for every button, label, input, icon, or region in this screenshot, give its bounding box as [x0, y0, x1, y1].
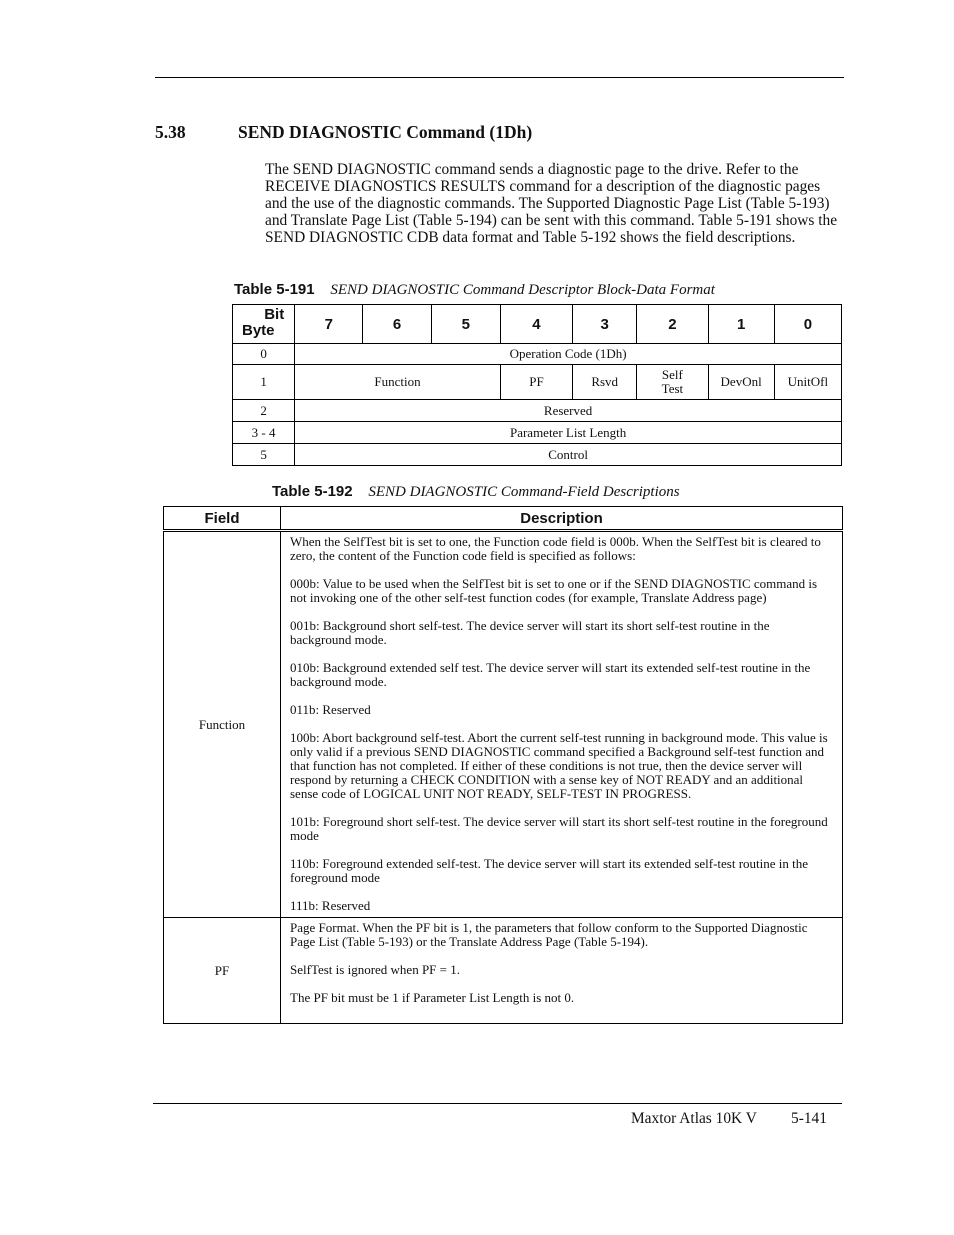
description-paragraph: Page Format. When the PF bit is 1, the parameters that follow conform to the Supported Diagnostic Page List (Table 5-193) or the Translate Address Page (Table 5-194). [290, 920, 808, 949]
description-paragraph: 100b: Abort background self-test. Abort the current self-test running in background mode. This value is only valid if a previous SEND DIAGNOSTIC command specified a Background self-test function and that function has not completed. If either of these conditions is not true, then the device server will respond by returning a CHECK CONDITION with a sense key of NOT READY and an additional sense code of LOGICAL UNIT NOT READY, SELF-TEST IN PROGRESS. [290, 730, 828, 801]
bit-0-header: 0 [774, 305, 841, 344]
byte-number: 0 [233, 344, 295, 365]
byte-number: 2 [233, 400, 295, 422]
bit-4-header: 4 [500, 305, 572, 344]
bit-label: Bit [264, 306, 285, 323]
byte-number: 5 [233, 444, 295, 466]
description-paragraph: 001b: Background short self-test. The device server will start its short self-test routine in the background mode. [290, 618, 770, 647]
operation-code-cell: Operation Code (1Dh) [295, 344, 842, 365]
reserved-cell: Reserved [295, 400, 842, 422]
description-paragraph: 010b: Background extended self test. The device server will start its extended self-test routine in the background mode. [290, 660, 811, 689]
description-paragraph: The PF bit must be 1 if Parameter List Length is not 0. [290, 990, 575, 1005]
pf-description [281, 918, 843, 1024]
parameter-list-length-cell: Parameter List Length [295, 422, 842, 444]
self-test-cell: Self Test [637, 365, 708, 400]
table-192-caption [272, 483, 680, 501]
control-cell: Control [295, 444, 842, 466]
rsvd-cell: Rsvd [573, 365, 637, 400]
bit-6-header: 6 [363, 305, 431, 344]
byte-number: 1 [233, 365, 295, 400]
table-row [164, 918, 843, 1024]
bit-2-header: 2 [637, 305, 708, 344]
function-cell: Function [295, 365, 501, 400]
table-191-label: Table 5-191 [234, 281, 315, 298]
section-number: 5.38 [155, 122, 186, 142]
bit-1-header: 1 [708, 305, 774, 344]
description-paragraph: 000b: Value to be used when the SelfTest bit is set to one or if the SEND DIAGNOSTIC command is not invoking one of the other self-test function codes (for example, Translate Address page) [290, 576, 818, 605]
bit-byte-corner [233, 305, 295, 344]
description-paragraph: 011b: Reserved [290, 702, 371, 717]
intro-paragraph: The SEND DIAGNOSTIC command sends a diagnostic page to the drive. Refer to the RECEIVE DIAGNOSTICS RESULTS command for a description of the diagnostic pages and the use of the diagnostic commands. The Supported Diagnostic Page List (Table 5-193) and Translate Page List (Table 5-194) can be sent with this command. Table 5-191 shows the SEND DIAGNOSTIC CDB data format and Table 5-192 shows the field descriptions. [265, 161, 838, 247]
table-row [233, 344, 842, 365]
table-191-caption [234, 281, 715, 299]
description-paragraph: SelfTest is ignored when PF = 1. [290, 962, 460, 977]
table-row [164, 531, 843, 918]
description-paragraph: 111b: Reserved [290, 898, 371, 913]
devonl-cell: DevOnl [708, 365, 774, 400]
section-heading [155, 122, 533, 143]
table-192-title: SEND DIAGNOSTIC Command-Field Descriptions [368, 484, 680, 500]
field-descriptions-table [163, 506, 843, 1024]
header-rule [155, 77, 844, 78]
page-number: 5-141 [791, 1110, 827, 1127]
footer-product-name: Maxtor Atlas 10K V [631, 1110, 757, 1127]
description-paragraph: 110b: Foreground extended self-test. The device server will start its extended self-test routine in the foreground mode [290, 856, 809, 885]
section-title: SEND DIAGNOSTIC Command (1Dh) [238, 122, 533, 142]
pf-field-name: PF [164, 918, 281, 1024]
description-column-header: Description [281, 507, 843, 531]
function-description [281, 531, 843, 918]
bit-3-header: 3 [573, 305, 637, 344]
byte-number: 3 - 4 [233, 422, 295, 444]
table-row [233, 422, 842, 444]
description-paragraph: 101b: Foreground short self-test. The device server will start its short self-test routine in the foreground mode [290, 814, 828, 843]
bit-5-header: 5 [431, 305, 500, 344]
field-column-header: Field [164, 507, 281, 531]
bit-header-row [233, 305, 842, 344]
byte-label: Byte [242, 322, 275, 339]
description-paragraph: When the SelfTest bit is set to one, the Function code field is 000b. When the SelfTest bit is cleared to zero, the content of the Function code field is specified as follows: [290, 534, 821, 563]
table-192-label: Table 5-192 [272, 483, 353, 500]
table-191-title: SEND DIAGNOSTIC Command Descriptor Block-Data Format [330, 282, 715, 298]
table-row [233, 444, 842, 466]
unitofl-cell: UnitOfl [774, 365, 841, 400]
bit-7-header: 7 [295, 305, 363, 344]
pf-cell: PF [500, 365, 572, 400]
field-header-row [164, 507, 843, 531]
function-field-name: Function [164, 531, 281, 918]
table-row [233, 400, 842, 422]
table-row [233, 365, 842, 400]
cdb-format-table [232, 304, 842, 466]
footer-rule [153, 1103, 842, 1104]
